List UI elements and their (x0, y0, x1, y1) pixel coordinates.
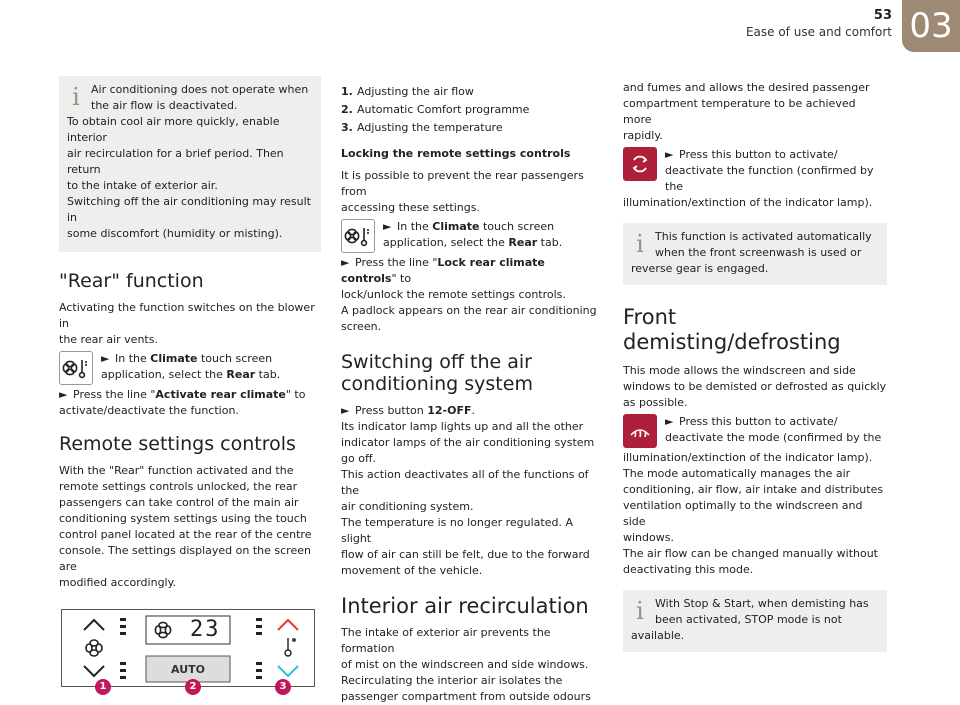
page-number: 53 (873, 8, 892, 23)
step-line: deactivate the function (confirmed by the (665, 164, 874, 193)
body-line: The temperature is no longer regulated. A slight (341, 516, 573, 545)
note-line: Air conditioning does not operate when (91, 83, 309, 96)
body-line: windows. (623, 531, 674, 544)
body-line: control panel located at the rear of the centre (59, 528, 312, 541)
step-line: ► Press this button to activate/ (665, 415, 838, 428)
switching-off-heading: Switching off the air conditioning system (341, 351, 533, 395)
body-line: modified accordingly. (59, 576, 177, 589)
step-line: ► Press this button to activate/ (665, 148, 838, 161)
note-line: the air flow is deactivated. (91, 99, 238, 112)
body-line: Recirculating the interior air isolates the (341, 674, 563, 687)
step-line: ► In the Climate touch screen (383, 220, 555, 233)
body-line: flow of air can still be felt, due to the forward (341, 548, 590, 561)
body-line: passenger compartment from outside odours (341, 690, 591, 703)
step-line: deactivate the mode (confirmed by the (665, 431, 882, 444)
body-line: ventilation optimally to the windscreen and side (623, 499, 863, 528)
callout-3: 3 (275, 679, 291, 695)
info-note (623, 590, 887, 652)
step-line: ► In the Climate touch screen (101, 352, 273, 365)
rear-function-heading: "Rear" function (59, 270, 204, 292)
body-line: lock/unlock the remote settings controls. (341, 288, 566, 301)
body-line: go off. (341, 452, 377, 465)
column-3 (623, 80, 887, 652)
body-line: It is possible to prevent the rear passengers from (341, 169, 584, 198)
locking-heading: Locking the remote settings controls (341, 147, 571, 160)
step-line: application, select the Rear tab. (383, 236, 563, 249)
body-line: The mode automatically manages the air (623, 467, 851, 480)
instruction-step (623, 414, 887, 446)
chapter-title: Ease of use and comfort (745, 25, 892, 39)
step-line: ► Press the line "Activate rear climate" to (59, 388, 306, 401)
note-line: This function is activated automatically (655, 230, 872, 243)
body-line: This action deactivates all of the functions of the (341, 468, 589, 497)
instruction-step (623, 147, 887, 195)
note-line: Switching off the air conditioning may result in (67, 195, 311, 224)
step-line: application, select the Rear tab. (101, 368, 281, 381)
info-icon: i (72, 83, 80, 111)
body-line: the rear air vents. (59, 333, 158, 346)
body-line: This mode allows the windscreen and side (623, 364, 856, 377)
info-icon: i (636, 597, 644, 625)
note-line: air recirculation for a brief period. Then return (67, 147, 284, 176)
panel-temperature: 23 (190, 617, 221, 642)
step-line: illumination/extinction of the indicator lamp). (623, 196, 873, 209)
recirculation-icon (623, 147, 657, 181)
body-line: deactivating this mode. (623, 563, 754, 576)
windscreen-demist-icon (623, 414, 657, 448)
body-line: windows to be demisted or defrosted as quickly (623, 380, 887, 393)
note-line: to the intake of exterior air. (67, 179, 218, 192)
info-icon: i (636, 230, 644, 258)
column-2 (341, 84, 603, 705)
instruction-step (341, 219, 603, 251)
callout-2: 2 (185, 679, 201, 695)
body-line: screen. (341, 320, 382, 333)
step-line: ► Press button 12-OFF. (341, 404, 475, 417)
body-line: air conditioning system. (341, 500, 474, 513)
note-line: been activated, STOP mode is not (655, 613, 842, 626)
recirculation-heading: Interior air recirculation (341, 594, 589, 618)
body-line: compartment temperature to be achieved more (623, 97, 856, 126)
body-line: of mist on the windscreen and side windows. (341, 658, 589, 671)
body-line: With the "Rear" function activated and the (59, 464, 294, 477)
body-line: conditioning system settings using the touch (59, 512, 307, 525)
note-line: some discomfort (humidity or misting). (67, 227, 283, 240)
list-item: 1. Adjusting the air flow (341, 85, 474, 98)
body-line: movement of the vehicle. (341, 564, 483, 577)
instruction-step (59, 351, 321, 383)
legend-list (341, 84, 603, 136)
body-line: The intake of exterior air prevents the formation (341, 626, 551, 655)
step-line: ► Press the line "Lock rear climate controls" to (341, 256, 545, 285)
body-line: rapidly. (623, 129, 663, 142)
list-item: 2. Automatic Comfort programme (341, 103, 530, 116)
body-line: indicator lamps of the air conditioning system (341, 436, 595, 449)
body-line: console. The settings displayed on the screen are (59, 544, 311, 573)
page-header (746, 8, 892, 40)
demisting-heading: Front demisting/defrosting (623, 305, 841, 354)
note-line: when the front screenwash is used or (655, 246, 862, 259)
note-line: reverse gear is engaged. (631, 262, 769, 275)
remote-settings-heading: Remote settings controls (59, 433, 296, 455)
note-line: With Stop & Start, when demisting has (655, 597, 869, 610)
panel-auto-label: AUTO (171, 663, 205, 676)
body-line: as possible. (623, 396, 688, 409)
list-item: 3. Adjusting the temperature (341, 121, 503, 134)
rear-control-panel-illustration (61, 609, 315, 687)
climate-app-icon (59, 351, 93, 385)
chapter-tab: 03 (902, 0, 960, 52)
body-line: Activating the function switches on the blower in (59, 301, 315, 330)
body-line: activate/deactivate the function. (59, 404, 239, 417)
body-line: remote settings controls unlocked, the rear (59, 480, 298, 493)
body-line: The air flow can be changed manually without (623, 547, 878, 560)
note-line: To obtain cool air more quickly, enable interior (67, 115, 280, 144)
body-line: and fumes and allows the desired passenger (623, 81, 870, 94)
body-line: A padlock appears on the rear air conditioning (341, 304, 597, 317)
climate-app-icon (341, 219, 375, 253)
step-line: illumination/extinction of the indicator lamp). (623, 451, 873, 464)
body-line: passengers can take control of the main air (59, 496, 299, 509)
info-note (59, 76, 321, 252)
callout-1: 1 (95, 679, 111, 695)
column-1 (59, 76, 321, 701)
note-line: available. (631, 629, 685, 642)
body-line: conditioning, air flow, air intake and distributes (623, 483, 884, 496)
body-line: Its indicator lamp lights up and all the other (341, 420, 584, 433)
body-line: accessing these settings. (341, 201, 480, 214)
info-note (623, 223, 887, 285)
